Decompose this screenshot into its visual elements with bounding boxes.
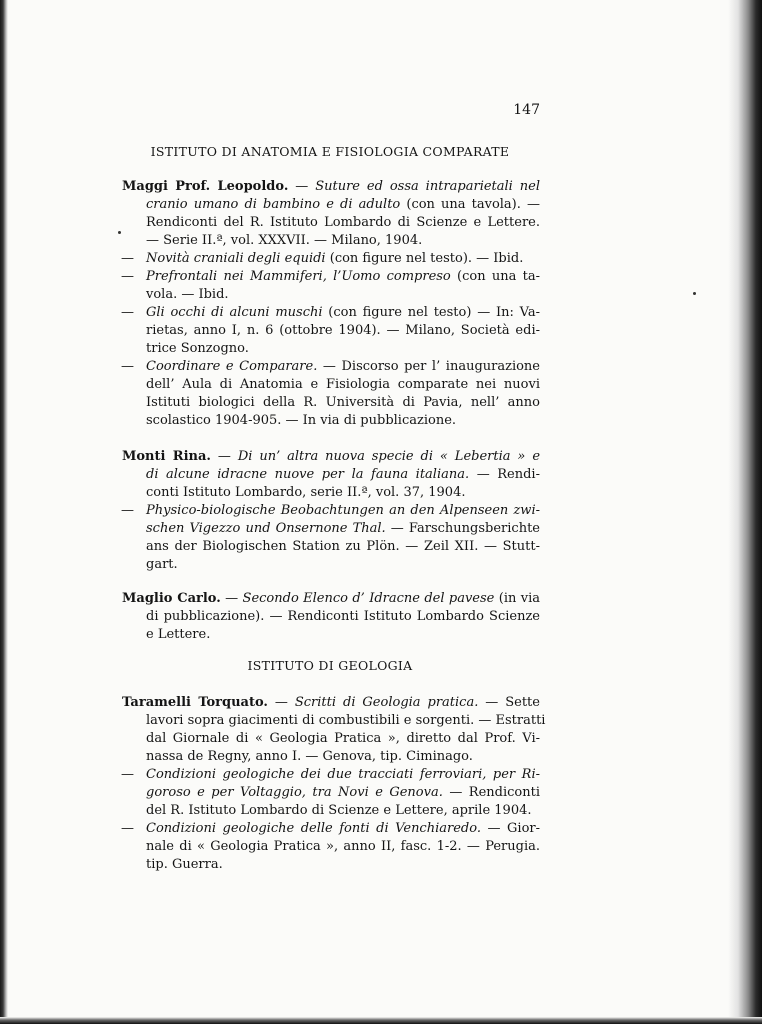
entry-author: Taramelli Torquato. — [122, 695, 268, 710]
entry-line: trice Sonzogno. — [146, 341, 249, 356]
entry-line: Maggi Prof. Leopoldo. — Suture ed ossa intraparietali nel — [122, 179, 540, 194]
entry-line: Coordinare e Comparare. — Discorso per l’ inaugurazione — [146, 359, 540, 374]
scan-speck — [118, 231, 121, 234]
entry-line: schen Vigezzo und Onsernone Thal. — Farschungsberichte — [146, 521, 540, 536]
entry-dash: — — [121, 305, 134, 320]
entry-line: rietas, anno I, n. 6 (ottobre 1904). — Milano, Società edi- — [146, 323, 540, 338]
entry-line: Physico-biologische Beobachtungen an den Alpenseen zwi- — [146, 503, 540, 518]
entry-line: cranio umano di bambino e di adulto (con una tavola). — — [146, 197, 540, 212]
scan-edge-bottom — [0, 1017, 762, 1024]
entry-line: Condizioni geologiche dei due tracciati ferroviari, per Ri- — [146, 767, 540, 782]
section-heading-anatomia: ISTITUTO DI ANATOMIA E FISIOLOGIA COMPARATE — [150, 144, 510, 159]
entry-dash: — — [121, 359, 134, 374]
entry-author: Monti Rina. — [122, 449, 211, 464]
entry-line: Gli occhi di alcuni muschi (con figure nel testo) — In: Va- — [146, 305, 540, 320]
entry-line: scolastico 1904-905. — In via di pubblicazione. — [146, 413, 457, 428]
entry-line: dal Giornale di « Geologia Pratica », diretto dal Prof. Vi- — [146, 731, 540, 746]
entry-line: goroso e per Voltaggio, tra Novi e Genova. — Rendiconti — [146, 785, 540, 800]
scan-speck — [693, 292, 696, 295]
scan-edge-right — [728, 0, 762, 1024]
entry-line: Taramelli Torquato. — Scritti di Geologia pratica. — Sette — [122, 695, 540, 710]
entry-line: di alcune idracne nuove per la fauna italiana. — Rendi- — [146, 467, 540, 482]
entry-line: Condizioni geologiche delle fonti di Venchiaredo. — Gior- — [146, 821, 540, 836]
entry-line: Monti Rina. — Di un’ altra nuova specie di « Lebertia » e — [122, 449, 541, 464]
entry-author: Maglio Carlo. — [122, 591, 221, 606]
section-heading-geologia: ISTITUTO DI GEOLOGIA — [247, 658, 413, 673]
entry-line: di pubblicazione). — Rendiconti Istituto Lombardo Scienze — [146, 609, 540, 624]
entry-line: conti Istituto Lombardo, serie II.ª, vol. 37, 1904. — [146, 485, 466, 500]
entry-dash: — — [121, 503, 134, 518]
entry-line: vola. — Ibid. — [146, 287, 229, 302]
entry-line: del R. Istituto Lombardo di Scienze e Lettere, aprile 1904. — [146, 803, 532, 818]
entry-line: Istituti biologici della R. Università di Pavia, nell’ anno — [146, 395, 540, 410]
entry-dash: — — [121, 767, 134, 782]
entry-line: Prefrontali nei Mammiferi, l’Uomo compreso (con una ta- — [146, 269, 540, 284]
entry-line: tip. Guerra. — [146, 857, 223, 872]
scan-edge-left — [0, 0, 8, 1024]
page-number: 147 — [513, 102, 540, 118]
entry-dash: — — [121, 821, 134, 836]
entry-author: Maggi Prof. Leopoldo. — [122, 179, 289, 194]
entry-line: e Lettere. — [146, 627, 211, 642]
entry-line: nassa de Regny, anno I. — Genova, tip. Ciminago. — [146, 749, 473, 764]
entry-line: Maglio Carlo. — Secondo Elenco d’ Idracne del pavese (in via — [122, 591, 540, 606]
entry-line: nale di « Geologia Pratica », anno II, fasc. 1-2. — Perugia. — [146, 839, 540, 854]
entry-line: lavori sopra giacimenti di combustibili e sorgenti. — Estratti — [146, 713, 546, 728]
entry-line: Novità craniali degli equidi (con figure nel testo). — Ibid. — [146, 251, 524, 266]
entry-dash: — — [121, 269, 134, 284]
entry-line: dell’ Aula di Anatomia e Fisiologia comparate nei nuovi — [146, 377, 540, 392]
entry-line: — Serie II.ª, vol. XXXVII. — Milano, 1904. — [146, 233, 423, 248]
entry-line: Rendiconti del R. Istituto Lombardo di Scienze e Lettere. — [146, 215, 540, 230]
entry-dash: — — [121, 251, 134, 266]
entry-line: gart. — [146, 557, 178, 572]
entry-line: ans der Biologischen Station zu Plön. — Zeil XII. — Stutt- — [146, 539, 540, 554]
